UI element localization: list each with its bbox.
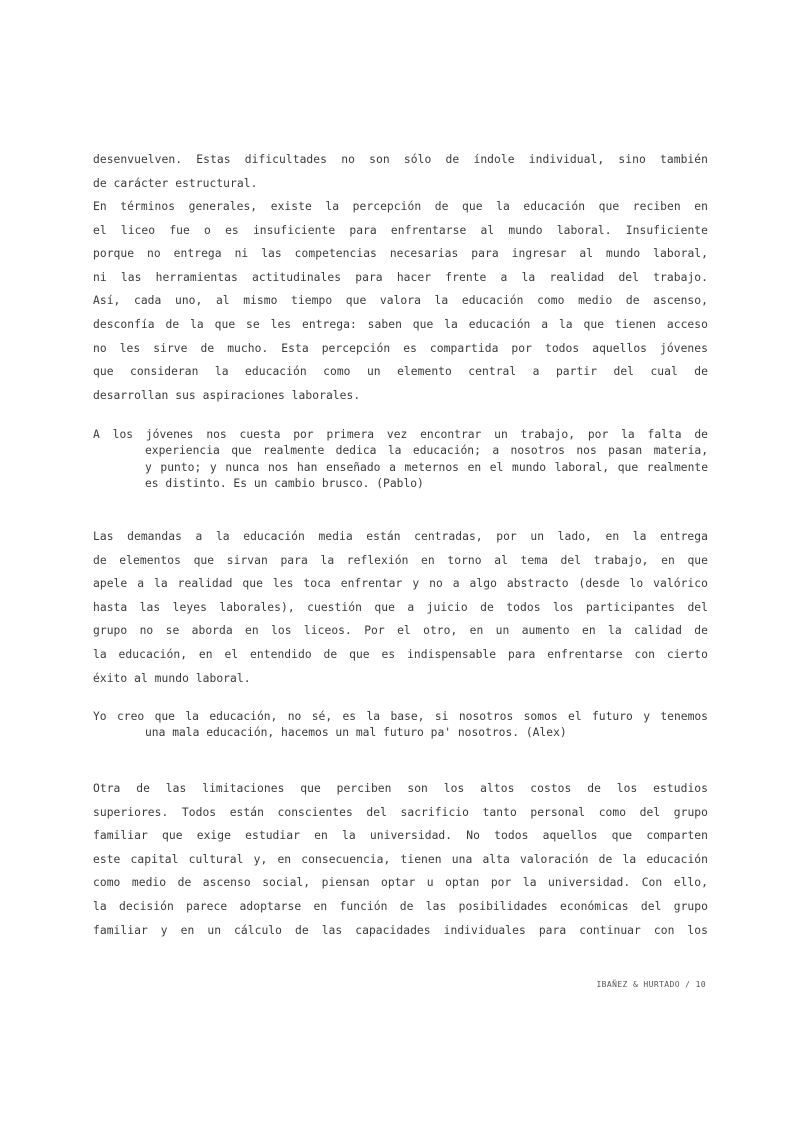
paragraph-2-line: porque no entrega ni las competencias necesarias para ingresar al mundo laboral, [93, 247, 708, 261]
paragraph-2-line: desconfía de la que se les entrega: saben que la educación a la que tienen acceso [93, 317, 708, 331]
paragraph-3-line: éxito al mundo laboral. [93, 671, 251, 685]
paragraph-4-line: Otra de las limitaciones que perciben son los altos costos de los estudios [93, 782, 708, 795]
paragraph-2-line: Así, cada uno, al mismo tiempo que valora la educación como medio de ascenso, [93, 294, 708, 308]
paragraph-4-line: familiar que exige estudiar en la universidad. No todos aquellos que comparten [93, 829, 708, 843]
quote-line: y punto; y nunca nos han enseñado a meternos en el mundo laboral, que realmente [145, 460, 708, 474]
paragraph-3-line: hasta las leyes laborales), cuestión que a juicio de todos los participantes del [93, 600, 708, 614]
quote-line: una mala educación, hacemos un mal futuro pa' nosotros. (Alex) [145, 726, 567, 740]
paragraph-2-line: ni las herramientas actitudinales para hacer frente a la realidad del trabajo. [93, 270, 708, 284]
paragraph-4-line: la decisión parece adoptarse en función de las posibilidades económicas del grupo [93, 899, 708, 913]
paragraph-3-line: grupo no se aborda en los liceos. Por el otro, en un aumento en la calidad de [93, 624, 708, 638]
paragraph-4-line: familiar y en un cálculo de las capacidades individuales para continuar con los [93, 923, 708, 937]
paragraph-2-line: En términos generales, existe la percepción de que la educación que reciben en [93, 200, 708, 213]
paragraph-2-line: no les sirve de mucho. Esta percepción es compartida por todos aquellos jóvenes [93, 341, 708, 355]
paragraph-1-line: de carácter estructural. [93, 176, 258, 190]
quote-line: A los jóvenes nos cuesta por primera vez encontrar un trabajo, por la falta de [93, 428, 708, 441]
quote-line: experiencia que realmente dedica la educación; a nosotros nos pasan materia, [145, 444, 708, 458]
paragraph-2-line: que consideran la educación como un elemento central a partir del cual de [93, 365, 708, 379]
paragraph-4-line: superiores. Todos están conscientes del sacrificio tanto personal como del grupo [93, 805, 708, 819]
quote-alex [93, 709, 708, 742]
paragraph-3 [93, 525, 708, 690]
paragraph-4-line: este capital cultural y, en consecuencia, tienen una alta valoración de la educación [93, 852, 708, 866]
page-footer: IBAÑEZ & HURTADO / 10 [596, 980, 706, 989]
paragraph-2 [93, 195, 708, 407]
paragraph-4 [93, 777, 708, 942]
paragraph-1-line: desenvuelven. Estas dificultades no son sólo de índole individual, sino también [93, 153, 708, 166]
paragraph-3-line: apele a la realidad que les toca enfrentar y no a algo abstracto (desde lo valórico [93, 577, 708, 591]
quote-line: Yo creo que la educación, no sé, es la base, si nosotros somos el futuro y tenemos [93, 710, 708, 723]
paragraph-3-line: de elementos que sirvan para la reflexión en torno al tema del trabajo, en que [93, 553, 708, 567]
paragraph-3-line: Las demandas a la educación media están centradas, por un lado, en la entrega [93, 530, 708, 543]
paragraph-1 [93, 148, 708, 195]
paragraph-4-line: como medio de ascenso social, piensan optar u optan por la universidad. Con ello, [93, 876, 708, 890]
paragraph-2-line: el liceo fue o es insuficiente para enfrentarse al mundo laboral. Insuficiente [93, 223, 708, 237]
quote-line: es distinto. Es un cambio brusco. (Pablo) [145, 477, 424, 491]
paragraph-2-line: desarrollan sus aspiraciones laborales. [93, 388, 361, 402]
quote-pablo [93, 427, 708, 493]
paragraph-3-line: la educación, en el entendido de que es indispensable para enfrentarse con cierto [93, 647, 708, 661]
